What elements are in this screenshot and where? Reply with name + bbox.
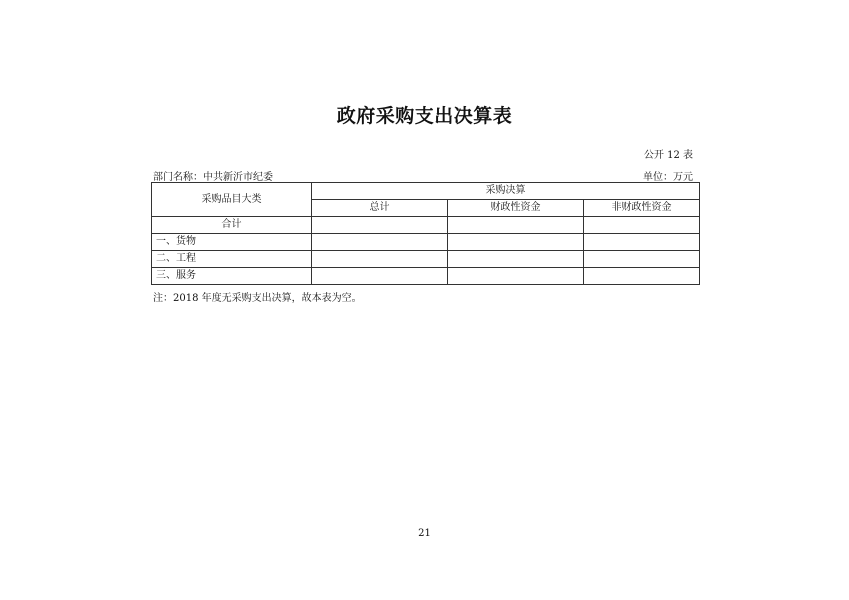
column-header: 财政性资金	[448, 200, 584, 217]
column-header: 非财政性资金	[584, 200, 700, 217]
group-header: 采购决算	[312, 183, 700, 200]
table-row	[152, 234, 700, 251]
table-header-row	[152, 183, 700, 200]
table-note: 注：2018 年度无采购支出决算，故本表为空。	[153, 293, 362, 304]
table-cell	[584, 268, 700, 285]
department-name: 部门名称：中共新沂市纪委	[153, 172, 273, 183]
table-row	[152, 268, 700, 285]
row-label: 二、工程	[152, 251, 312, 268]
table-cell	[584, 217, 700, 234]
column-header: 总计	[312, 200, 448, 217]
procurement-table	[151, 182, 700, 285]
table-cell	[312, 268, 448, 285]
table-cell	[584, 251, 700, 268]
table-number: 公开 12 表	[643, 150, 693, 161]
table-cell	[448, 268, 584, 285]
page-title: 政府采购支出决算表	[336, 105, 513, 127]
table-cell	[448, 251, 584, 268]
table-cell	[312, 234, 448, 251]
table-cell	[448, 217, 584, 234]
row-label: 一、货物	[152, 234, 312, 251]
table-cell	[312, 217, 448, 234]
page-number: 21	[418, 528, 431, 539]
row-label: 合计	[152, 217, 312, 234]
unit-label: 单位：万元	[643, 172, 693, 183]
table-cell	[584, 234, 700, 251]
category-header: 采购品目大类	[152, 183, 312, 217]
row-label: 三、服务	[152, 268, 312, 285]
table-cell	[448, 234, 584, 251]
table-row	[152, 251, 700, 268]
table-row	[152, 217, 700, 234]
table-cell	[312, 251, 448, 268]
